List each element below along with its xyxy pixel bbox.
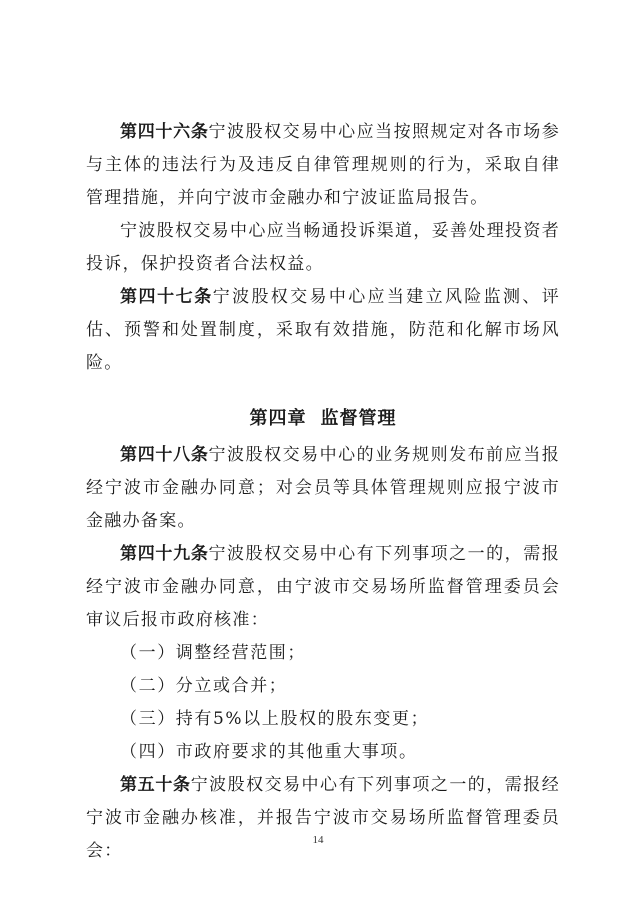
- paragraph-text: 宁波股权交易中心有下列事项之一的，需报经宁波市金融办同意，由宁波市交易场所监督管理委员会审议后报市政府核准：: [86, 544, 560, 630]
- paragraph-article-48: [86, 439, 560, 538]
- paragraph-article-49: [86, 538, 560, 637]
- page-content: [86, 116, 560, 868]
- paragraph-text: 宁波股权交易中心应当建立风险监测、评估、预警和处置制度，采取有效措施，防范和化解市场风险。: [86, 287, 560, 373]
- paragraph-article-50: [86, 769, 560, 868]
- article-heading: 第四十八条: [120, 445, 209, 465]
- paragraph-article-47: [86, 281, 560, 380]
- paragraph-text: 宁波股权交易中心应当畅通投诉渠道，妥善处理投资者投诉，保护投资者合法权益。: [86, 221, 560, 274]
- page-number: 14: [312, 834, 324, 846]
- paragraph-complaints: [86, 215, 560, 281]
- chapter-title: 监督管理: [320, 408, 397, 429]
- paragraph-text: 宁波股权交易中心的业务规则发布前应当报经宁波市金融办同意；对会员等具体管理规则应报宁波市金融办备案。: [86, 445, 560, 531]
- list-item: （三）持有5%以上股权的股东变更；: [120, 709, 430, 729]
- paragraph-text: 宁波股权交易中心有下列事项之一的，需报经宁波市金融办核准，并报告宁波市交易场所监督管理委员会：: [86, 775, 561, 861]
- article-heading: 第四十九条: [120, 544, 209, 564]
- list-item: （一）调整经营范围；: [120, 643, 306, 663]
- chapter-number: 第四章: [249, 408, 307, 429]
- article-heading: 第五十条: [120, 775, 191, 795]
- chapter-heading: [86, 402, 560, 435]
- article-heading: 第四十七条: [120, 287, 213, 307]
- list-item: （二）分立或合并；: [120, 676, 288, 696]
- paragraph-text: 宁波股权交易中心应当按照规定对各市场参与主体的违法行为及违反自律管理规则的行为，采取自律管理措施，并向宁波市金融办和宁波证监局报告。: [86, 122, 560, 208]
- list-item: （四）市政府要求的其他重大事项。: [120, 742, 418, 762]
- article-heading: 第四十六条: [120, 122, 209, 142]
- paragraph-article-46: [86, 116, 560, 215]
